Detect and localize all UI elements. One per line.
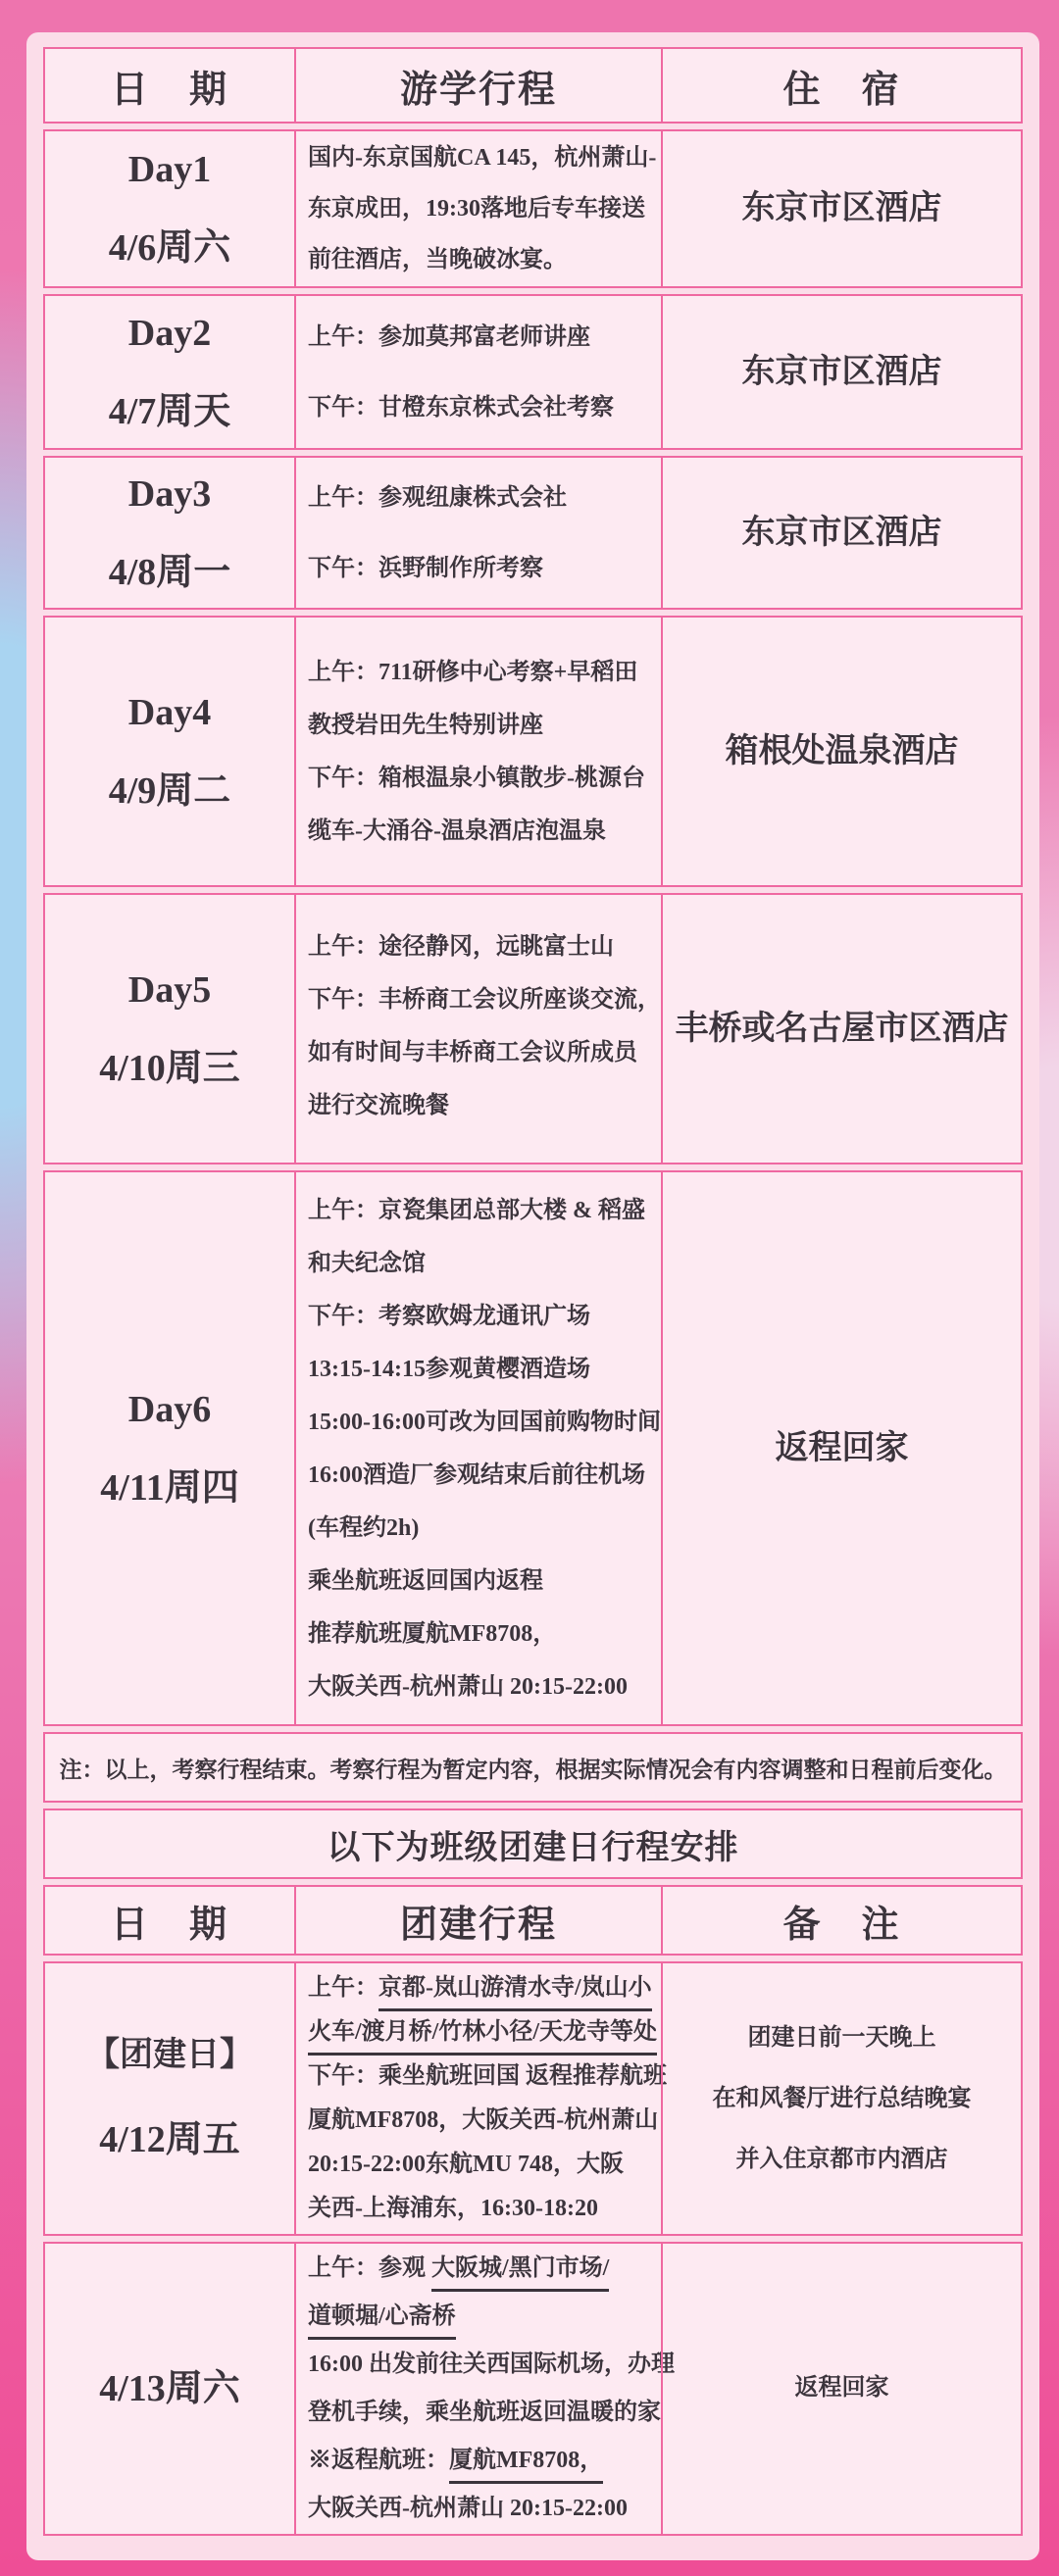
row-day6 xyxy=(43,1170,1023,1726)
date-label: 4/13周六 xyxy=(99,2368,240,2409)
date-label: 4/7周天 xyxy=(108,390,231,432)
cell-itinerary xyxy=(294,131,661,286)
itinerary-line: 上午：京瓷集团总部大楼 & 稻盛 xyxy=(308,1197,645,1223)
cell-date xyxy=(45,1172,294,1724)
itinerary-line: 下午：考察欧姆龙通讯广场 xyxy=(308,1303,590,1329)
day-label: Day6 xyxy=(127,1388,212,1430)
note-row xyxy=(43,1732,1023,1803)
day-label: Day2 xyxy=(127,312,212,354)
cell-itinerary xyxy=(294,618,661,885)
remark-line: 团建日前一天晚上 xyxy=(747,2025,936,2051)
itinerary-line: 进行交流晚餐 xyxy=(308,1093,449,1118)
itinerary-line: 登机手续，乘坐航班返回温暖的家 xyxy=(308,2400,661,2425)
itinerary-line: (车程约2h) xyxy=(308,1514,420,1541)
table2-header-row xyxy=(43,1885,1023,1956)
day-label: Day3 xyxy=(127,472,212,515)
remark-line: 在和风餐厅进行总结晚宴 xyxy=(712,2086,972,2111)
itinerary-card xyxy=(26,32,1039,2560)
itinerary-line: 前往酒店，当晚破冰宴。 xyxy=(308,247,567,272)
row-day4 xyxy=(43,616,1023,887)
itinerary-line: 如有时间与丰桥商工会议所成员 xyxy=(308,1040,637,1065)
cell-date xyxy=(45,895,294,1163)
cell-hotel: 返程回家 xyxy=(661,1172,1021,1724)
itinerary-line: 乘坐航班返回国内返程 xyxy=(308,1567,543,1594)
itinerary-line: 大阪关西-杭州萧山 20:15-22:00 xyxy=(308,2496,628,2521)
cell-remark xyxy=(661,1963,1021,2234)
cell-date xyxy=(45,458,294,608)
itinerary-line: 教授岩田先生特别讲座 xyxy=(308,712,543,738)
header-date: 日 期 xyxy=(110,1904,228,1946)
header-itinerary: 游学行程 xyxy=(294,49,661,122)
itinerary-line: 大阪关西-杭州萧山 20:15-22:00 xyxy=(308,1673,628,1700)
itinerary-line: 东京成田，19:30落地后专车接送 xyxy=(308,196,645,222)
itinerary-line xyxy=(308,2010,657,2055)
itinerary-line: 下午：浜野制作所考察 xyxy=(308,555,543,581)
cell-date xyxy=(45,131,294,286)
itinerary-line: 和夫纪念馆 xyxy=(308,1250,426,1276)
date-label: 4/6周六 xyxy=(108,227,231,269)
header-teambuilding: 团建行程 xyxy=(294,1887,661,1954)
note-text: 注：以上，考察行程结束。考察行程为暂定内容，根据实际情况会有内容调整和日程前后变化。 xyxy=(59,1757,1007,1782)
itinerary-line: 下午：箱根温泉小镇散步-桃源台 xyxy=(308,765,645,791)
underlined-places: 大阪城/黑门市场/ xyxy=(431,2255,609,2292)
cell-date xyxy=(45,296,294,448)
row-day5 xyxy=(43,893,1023,1164)
itinerary-line: 20:15-22:00东航MU 748，大阪 xyxy=(308,2152,624,2177)
row-day3 xyxy=(43,456,1023,610)
day-label: Day4 xyxy=(127,691,212,733)
header-remark: 备 注 xyxy=(661,1887,1021,1954)
day-label: 【团建日】 xyxy=(86,2037,253,2073)
itinerary-line: 下午：甘橙东京株式会社考察 xyxy=(308,394,614,421)
itinerary-line: 上午：参观 大阪城/黑门市场/ xyxy=(308,2245,609,2293)
cell-itinerary xyxy=(294,458,661,608)
date-label: 4/11周四 xyxy=(100,1466,239,1509)
cell-remark: 返程回家 xyxy=(661,2244,1021,2534)
row-teambuilding-day xyxy=(43,1961,1023,2236)
header-hotel: 住 宿 xyxy=(661,49,1021,122)
row-day1 xyxy=(43,129,1023,288)
itinerary-line xyxy=(308,2293,456,2341)
itinerary-line: 关西-上海浦东，16:30-18:20 xyxy=(308,2196,598,2221)
itinerary-line: 上午：711研修中心考察+早稻田 xyxy=(308,659,638,685)
itinerary-line: 上午：京都-岚山游清水寺/岚山小 xyxy=(308,1966,652,2010)
section-title-row xyxy=(43,1808,1023,1879)
cell-itinerary xyxy=(294,895,661,1163)
underlined-flight: 厦航MF8708， xyxy=(449,2448,603,2484)
cell-itinerary xyxy=(294,1172,661,1724)
itinerary-line: 上午：参加莫邦富老师讲座 xyxy=(308,323,590,350)
cell-date xyxy=(45,1963,294,2234)
cell-itinerary xyxy=(294,296,661,448)
date-label: 4/12周五 xyxy=(99,2119,240,2160)
remark-line: 并入住京都市内酒店 xyxy=(735,2147,948,2172)
underlined-places: 火车/渡月桥/竹林小径/天龙寺等处 xyxy=(308,2019,657,2056)
itinerary-line: 厦航MF8708，大阪关西-杭州萧山 xyxy=(308,2107,659,2133)
cell-itinerary xyxy=(294,1963,667,2234)
section-title: 以下为班级团建日行程安排 xyxy=(327,1829,739,1866)
cell-date xyxy=(45,2244,294,2534)
cell-hotel: 丰桥或名古屋市区酒店 xyxy=(661,895,1021,1163)
cell-hotel: 东京市区酒店 xyxy=(661,131,1021,286)
itinerary-line: 上午：途径静冈，远眺富士山 xyxy=(308,934,614,960)
date-label: 4/10周三 xyxy=(99,1047,240,1089)
day-label: Day1 xyxy=(127,149,212,190)
cell-hotel: 箱根处温泉酒店 xyxy=(661,618,1021,885)
row-day2 xyxy=(43,294,1023,450)
cell-itinerary xyxy=(294,2244,675,2534)
itinerary-line: 16:00 出发前往关西国际机场，办理 xyxy=(308,2352,675,2377)
itinerary-line: 上午：参观纽康株式会社 xyxy=(308,484,567,511)
itinerary-line: 缆车-大涌谷-温泉酒店泡温泉 xyxy=(308,817,606,844)
itinerary-line: 16:00酒造厂参观结束后前往机场 xyxy=(308,1461,645,1488)
day-label: Day5 xyxy=(127,968,212,1011)
itinerary-line: 15:00-16:00可改为回国前购物时间 xyxy=(308,1409,661,1435)
date-label: 4/9周二 xyxy=(108,769,231,812)
cell-hotel: 东京市区酒店 xyxy=(661,296,1021,448)
cell-hotel: 东京市区酒店 xyxy=(661,458,1021,608)
itinerary-line: ※返程航班：厦航MF8708， xyxy=(308,2437,603,2485)
underlined-places: 道顿堀/心斋桥 xyxy=(308,2304,456,2340)
date-label: 4/8周一 xyxy=(108,551,231,593)
table1-header-row xyxy=(43,47,1023,124)
underlined-places: 京都-岚山游清水寺/岚山小 xyxy=(378,1975,652,2011)
itinerary-line: 推荐航班厦航MF8708， xyxy=(308,1620,557,1647)
itinerary-line: 下午：丰桥商工会议所座谈交流， xyxy=(308,987,661,1013)
itinerary-line: 国内-东京国航CA 145，杭州萧山- xyxy=(308,145,657,171)
row-4-13 xyxy=(43,2242,1023,2536)
cell-date xyxy=(45,618,294,885)
header-date: 日 期 xyxy=(110,69,228,111)
itinerary-line: 13:15-14:15参观黄樱酒造场 xyxy=(308,1356,590,1382)
itinerary-line: 下午：乘坐航班回国 返程推荐航班 xyxy=(308,2063,667,2089)
